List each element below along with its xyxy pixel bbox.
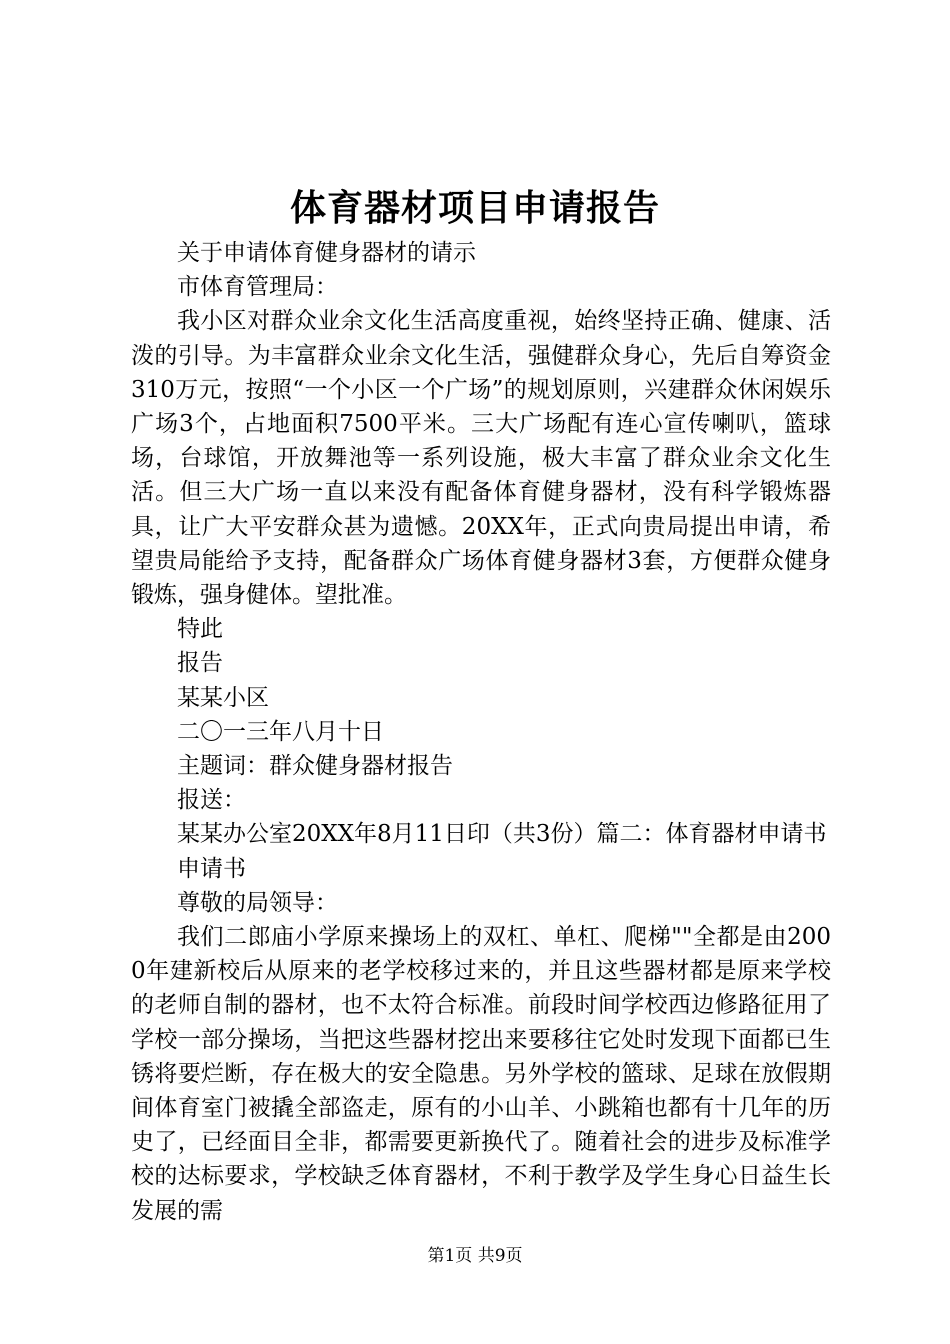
document-title: 体育器材项目申请报告 bbox=[289, 187, 660, 229]
paragraph-salutation: 尊敬的局领导： bbox=[177, 889, 338, 916]
paragraph-sender: 某某小区 bbox=[177, 684, 269, 711]
paragraph-main: 我小区对群众业余文化生活高度重视，始终坚持正确、健康、活泼的引导。为丰富群众业余文化生活，强健群众身心，先后自筹资金310万元，按照“一个小区一个广场”的规划原则，兴建群众休闲娱乐广场3个，占地面积7500平米。三大广场配有连心宣传喇叭，篮球场，台球馆，开放舞池等一系列设施，极大丰富了群众业余文化生活。但三大广场一直以来没有配备体育健身器材，没有科学锻炼器具，让广大平安群众甚为遗憾。20XX年，正式向贵局提出申请，希望贵局能给予支持，配备群众广场体育健身器材3套，方便群众健身锻炼，强身健体。望批准。 bbox=[131, 308, 831, 609]
paragraph-application-body: 我们二郎庙小学原来操场上的双杠、单杠、爬梯""全都是由2000年建新校后从原来的老学校移过来的，并且这些器材都是原来学校的老师自制的器材，也不太符合标准。前段时间学校西边修路征用了学校一部分操场，当把这些器材挖出来要移往它处时发现下面都已生锈将要烂断，存在极大的安全隐患。另外学校的篮球、足球在放假期间体育室门被撬全部盗走，原有的小山羊、小跳箱也都有十几年的历史了，已经面目全非，都需要更新换代了。随着社会的进步及标准学校的达标要求，学校缺乏体育器材，不利于教学及学生身心日益生长发展的需 bbox=[131, 924, 831, 1224]
paragraph-keywords: 主题词：群众健身器材报告 bbox=[177, 753, 453, 780]
document-body bbox=[131, 236, 831, 1228]
page-number-footer: 第1页 共9页 bbox=[427, 1246, 523, 1266]
paragraph-recipient: 市体育管理局： bbox=[177, 274, 338, 301]
paragraph-cc: 报送： bbox=[177, 787, 246, 814]
paragraph-closing-1: 特此 bbox=[177, 616, 223, 643]
paragraph-subject: 关于申请体育健身器材的请示 bbox=[177, 240, 476, 266]
paragraph-date: 二〇一三年八月十日 bbox=[177, 718, 384, 745]
paragraph-closing-2: 报告 bbox=[177, 650, 223, 677]
paragraph-print-info: 某某办公室20XX年8月11日印（共3份）篇二：体育器材申请书 bbox=[177, 821, 827, 848]
paragraph-section-title: 申请书 bbox=[177, 855, 246, 882]
